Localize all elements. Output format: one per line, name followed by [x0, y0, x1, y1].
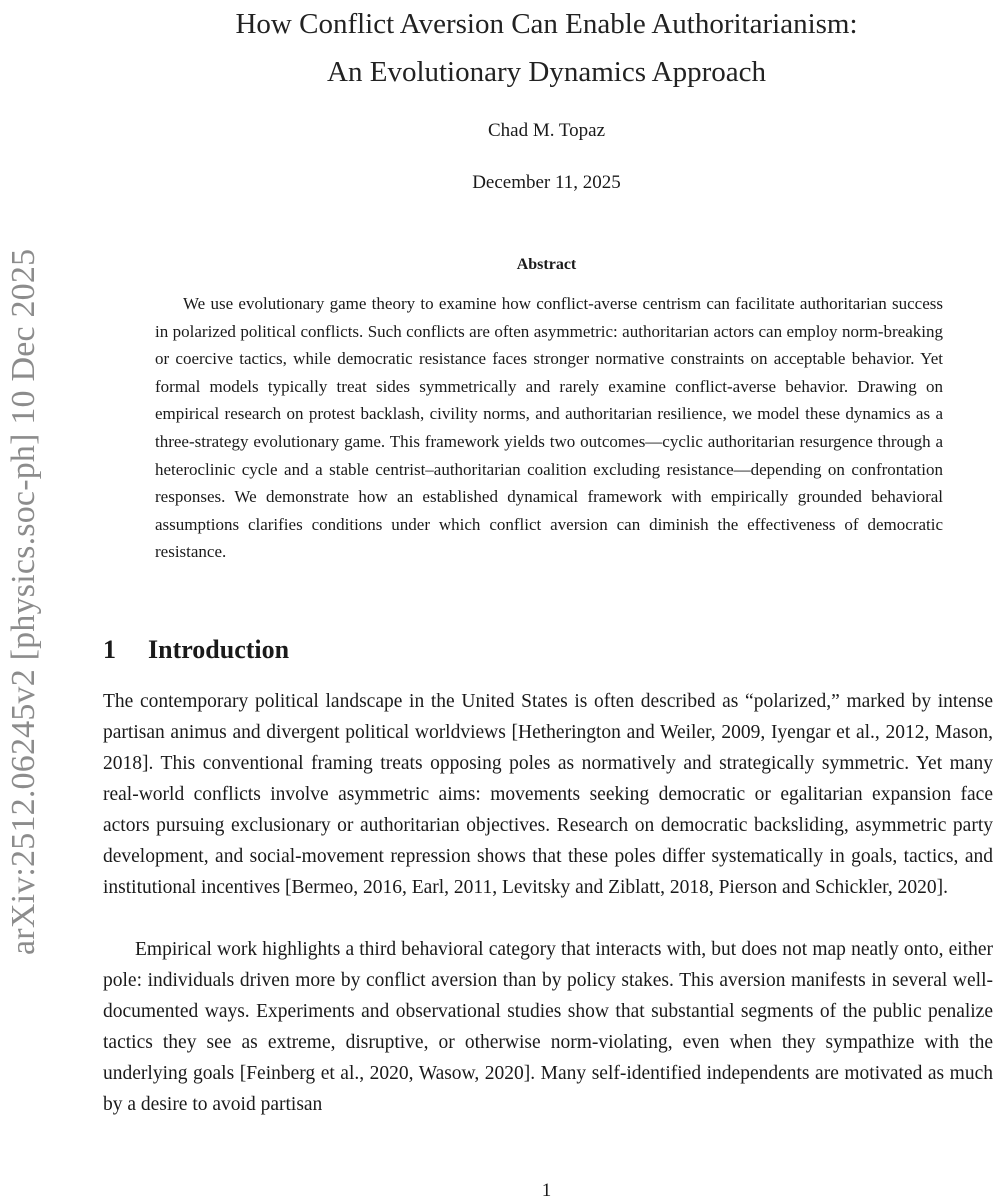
- section-title: Introduction: [148, 635, 290, 664]
- abstract-heading: Abstract: [516, 256, 577, 273]
- author-name: Chad M. Topaz: [487, 120, 606, 141]
- section-heading: [103, 632, 943, 668]
- title-line-2: An Evolutionary Dynamics Approach: [327, 56, 766, 88]
- section-number: 1: [103, 635, 116, 664]
- arxiv-side-identifier: arXiv:2512.06245v2 [physics.soc-ph] 10 Dec 2025: [5, 248, 42, 955]
- paper-title: [100, 0, 993, 96]
- abstract-text: We use evolutionary game theory to examine how conflict-averse centrism can facilitate authoritarian success in polarized political conflicts. Such conflicts are often asymmetric: authoritarian actors can employ norm-breaking or coercive tactics, while democratic resistance faces stronger normative constraints on acceptable behavior. Yet formal models typically treat sides symmetrically and rarely examine conflict-averse behavior. Drawing on empirical research on protest backlash, civility norms, and authoritarian resilience, we model these dynamics as a three-strategy evolutionary game. This framework yields two outcomes—cyclic authoritarian resurgence through a heteroclinic cycle and a stable centrist–authoritarian coalition excluding resistance—depending on confrontation responses. We demonstrate how an established dynamical framework with empirically grounded behavioral assumptions clarifies conditions under which conflict aversion can diminish the effectiveness of democratic resistance.: [155, 294, 943, 562]
- body-paragraph-1: The contemporary political landscape in the United States is often described as “polarized,” marked by intense partisan animus and divergent political worldviews [Hetherington and Weiler, 2009, Iyengar et al., 2012, Mason, 2018]. This conventional framing treats opposing poles as normatively and strategically symmetric. Yet many real-world conflicts involve asymmetric aims: movements seeking democratic or egalitarian expansion face actors pursuing exclusionary or authoritarian objectives. Research on democratic backsliding, asymmetric party development, and social-movement repression shows that these poles differ systematically in goals, tactics, and institutional incentives [Bermeo, 2016, Earl, 2011, Levitsky and Ziblatt, 2018, Pierson and Schickler, 2020].: [103, 691, 993, 898]
- title-line-1: How Conflict Aversion Can Enable Authoritarianism:: [235, 8, 858, 40]
- publication-date: December 11, 2025: [472, 172, 621, 193]
- body-paragraph-2: Empirical work highlights a third behavioral category that interacts with, but does not map neatly onto, either pole: individuals driven more by conflict aversion than by policy stakes. This aversion manifests in several well-documented ways. Experiments and observational studies show that substantial segments of the public penalize tactics they see as extreme, disruptive, or otherwise norm-violating, even when they sympathize with the underlying goals [Feinberg et al., 2020, Wasow, 2020]. Many self-identified independents are motivated as much by a desire to avoid partisan: [103, 939, 993, 1115]
- page-number: 1: [541, 1180, 552, 1201]
